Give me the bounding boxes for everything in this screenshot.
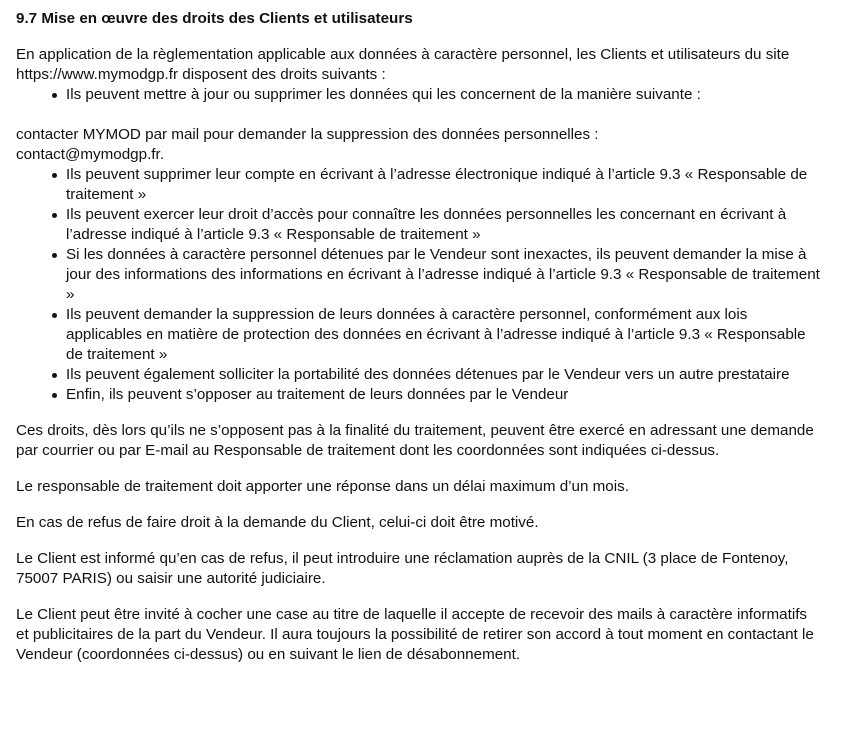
rights-bullet-list [16, 165, 822, 405]
section-title: 9.7 Mise en œuvre des droits des Clients et utilisateurs [16, 10, 413, 27]
list-item: Ils peuvent également solliciter la portabilité des données détenues par le Vendeur vers un autre prestataire [66, 365, 822, 385]
intro-paragraph: En application de la règlementation applicable aux données à caractère personnel, les Clients et utilisateurs du site https://www.mymodgp.fr disposent des droits suivants : [16, 46, 790, 83]
contact-line: contacter MYMOD par mail pour demander la suppression des données personnelles : [16, 126, 599, 143]
contact-email: contact@mymodgp.fr. [16, 146, 164, 163]
newsletter-paragraph: Le Client peut être invité à cocher une case au titre de laquelle il accepte de recevoir des mails à caractère informatifs et publicitaires de la part du Vendeur. Il aura toujours la possibilité de retirer son accord à tout moment en contactant le Vendeur (coordonnées ci-dessus) ou en suivant le lien de désabonnement. [16, 606, 814, 663]
first-bullet-list [16, 85, 822, 105]
refusal-paragraph: En cas de refus de faire droit à la demande du Client, celui-ci doit être motivé. [16, 514, 539, 531]
cnil-paragraph: Le Client est informé qu’en cas de refus, il peut introduire une réclamation auprès de la CNIL (3 place de Fontenoy, 75007 PARIS) ou saisir une autorité judiciaire. [16, 550, 789, 587]
list-item: Ils peuvent exercer leur droit d’accès pour connaître les données personnelles les concernant en écrivant à l’adresse indiqué à l’article 9.3 « Responsable de traitement » [66, 205, 822, 245]
list-item: Ils peuvent supprimer leur compte en écrivant à l’adresse électronique indiqué à l’article 9.3 « Responsable de traitement » [66, 165, 822, 205]
exercise-paragraph: Ces droits, dès lors qu’ils ne s’opposent pas à la finalité du traitement, peuvent être exercé en adressant une demande par courrier ou par E-mail au Responsable de traitement dont les coordonnées sont indiquées ci-dessus. [16, 422, 814, 459]
list-item: Si les données à caractère personnel détenues par le Vendeur sont inexactes, ils peuvent demander la mise à jour des informations des informations en écrivant à l’adresse indiqué à l’article 9.3 « Responsable de traitement » [66, 245, 822, 305]
list-item: Ils peuvent demander la suppression de leurs données à caractère personnel, conformément aux lois applicables en matière de protection des données en écrivant à l’adresse indiqué à l’article 9.3 « Responsable de traitement » [66, 305, 822, 365]
list-item: Enfin, ils peuvent s’opposer au traitement de leurs données par le Vendeur [66, 385, 822, 405]
response-paragraph: Le responsable de traitement doit apporter une réponse dans un délai maximum d’un mois. [16, 478, 629, 495]
list-item: Ils peuvent mettre à jour ou supprimer les données qui les concernent de la manière suivante : [66, 85, 822, 105]
